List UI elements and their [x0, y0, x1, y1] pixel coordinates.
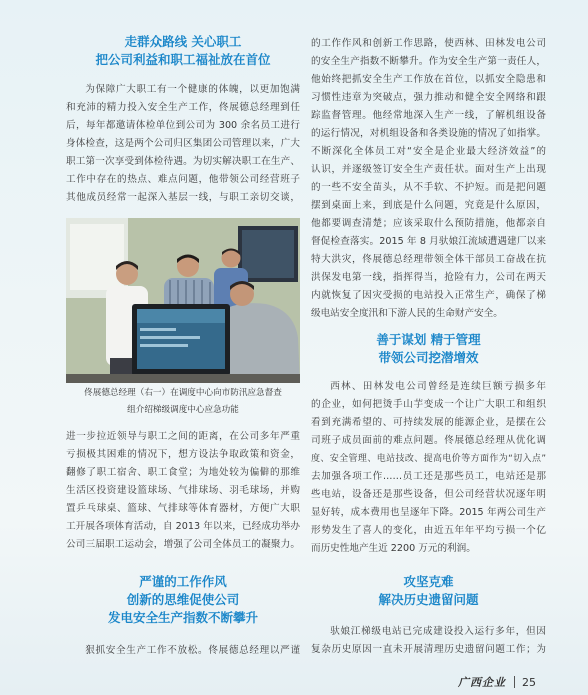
text-line: 复杂历史原因一直未开展清理历史遗留问题工作；为: [311, 644, 546, 655]
text-line: 司班子成员面前的难点问题。佟展德总经理从优化调: [311, 435, 546, 446]
heading-line: 创新的思维促使公司: [126, 592, 240, 607]
text-line: 翻修了职工宿舍、职工食堂；为地处较为偏僻的那维: [66, 467, 300, 478]
text-line: 的工作作风和创新工作思路，使西林、田林发电公司: [311, 38, 546, 49]
text-line: 的企业，如何把烫手山芋变成一个让广大职工和组织: [311, 399, 546, 410]
caption-line: 佟展德总经理（右一）在调度中心向市防汛应急督查: [84, 388, 282, 398]
heading-line: 严谨的工作作风: [139, 574, 227, 589]
footer-divider: [514, 676, 515, 688]
text-line: 职工第一次享受到体检待遇。为切实解决职工在生产、: [66, 156, 300, 167]
text-line: 显好转，成本费用也呈逐年下降。2015 年两公司生产: [311, 507, 546, 518]
text-line: 驮娘江梯级电站已完成建设投入运行多年，但因: [330, 626, 546, 637]
text-line: 级电站安全度汛和下游人民的生命财产安全。: [311, 308, 503, 319]
text-line: 亏损极其困难的情况下，想方设法争取政策和资金，: [66, 449, 300, 460]
text-line: 的运行情况，对机组设备和各类设施的情况了如指掌。: [311, 128, 546, 139]
text-line: 置乒乓球桌、篮球、气排球等体育器材，方便广大职: [66, 503, 300, 514]
photo-wall-display-screen: [242, 230, 294, 278]
section-heading-planning-management: [311, 331, 546, 367]
text-line: 生活区投资建设篮球场、气排球场、羽毛球场，并购: [66, 485, 300, 496]
caption-line: 组介绍梯级调度中心应急功能: [127, 405, 239, 415]
heading-line: 善于谋划 精于管理: [376, 332, 481, 347]
section-heading-care-for-staff: [66, 33, 300, 69]
text-line: 的一些不安全苗头，从不手软、不护短。而是把问题: [311, 182, 546, 193]
paragraph-legacy-issues: [311, 623, 546, 659]
text-line: 他都要调查清楚；应该采取什么预防措施，他都亲自: [311, 218, 546, 229]
photo-window-pane: [70, 224, 124, 290]
text-line: 习惯性违章为突破点，强力推动和健全安全网络和跟: [311, 92, 546, 103]
heading-line: 把公司利益和职工福祉放在首位: [95, 52, 271, 67]
page-number: 25: [522, 675, 536, 689]
text-line: 而历史性地产生近 2200 万元的利润。: [311, 543, 476, 554]
text-line: 洪保发电第一线，指挥得当，抢险有力，公司在两天: [311, 272, 546, 283]
paragraph-safety-continued: [311, 35, 546, 323]
section-heading-safety-index: [66, 573, 300, 627]
text-line: 特大洪灾，佟展德总经理带领全体干部员工奋战在抗: [311, 254, 546, 265]
text-line: 认识，并逐级签订安全生产责任状。面对生产上出现: [311, 164, 546, 175]
text-line: 不断深化全体员工对“安全是企业最大经济效益”的: [311, 146, 546, 157]
text-line: 督促检查落实。2015 年 8 月驮娘江流域遭遇建厂以来: [311, 236, 546, 247]
computer-monitor: [132, 304, 230, 376]
paragraph-sports-facilities: [66, 428, 300, 554]
text-line: 工作中存在的热点、难点问题，他带领公司经营班子: [66, 174, 300, 185]
text-line: 公司三届职工运动会，增强了公司全体员工的凝聚力。: [66, 539, 300, 550]
text-line: 看到充满希望的、可持续发展的能源企业，是摆在公: [311, 417, 546, 428]
dispatch-center-photo: [66, 218, 300, 383]
text-line: 和充沛的精力投入安全生产工作，佟展德总经理到任: [66, 102, 300, 113]
text-line: 形势发生了喜人的变化，由近五年年平均亏损一个亿: [311, 525, 546, 536]
text-line: 度、安全管理、电站技改、提高电价等方面作为“切入点”: [311, 454, 546, 464]
text-line: 进一步拉近领导与职工之间的距离，在公司多年严重: [66, 431, 300, 442]
text-line: 内就恢复了因灾受损的电站投入正常生产，确保了梯: [311, 290, 546, 301]
text-line: 去加强各项工作……员工还是那些员工，电站还是那: [311, 471, 546, 482]
photo-caption: [66, 385, 300, 419]
page-footer: [458, 673, 536, 691]
heading-line: 带领公司挖潜增效: [378, 350, 479, 365]
text-line: 的安全生产指数不断攀升。作为安全生产第一责任人，: [311, 56, 546, 67]
photo-desk: [66, 374, 300, 383]
text-line: 摆到桌面上来，到底是什么问题，究竟是什么原因，: [311, 200, 546, 211]
magazine-name: 广西企业: [458, 676, 506, 689]
paragraph-turnaround: [311, 378, 546, 558]
text-line: 踪监督管理。他经常地深入生产一线，了解机组设备: [311, 110, 546, 121]
heading-line: 攻坚克难: [403, 574, 454, 589]
paragraph-safety-start: [66, 642, 300, 660]
text-line: 身体检查，这是两个公司归区集团公司管理以来，广大: [66, 138, 300, 149]
heading-line: 发电安全生产指数不断攀升: [107, 610, 258, 625]
heading-line: 走群众路线 关心职工: [124, 34, 242, 49]
text-line: 他始终把抓安全生产工作放在首位，以抓安全隐患和: [311, 74, 546, 85]
text-line: 为保障广大职工有一个健康的体魄，以更加饱满: [85, 84, 300, 95]
text-line: 些电站，设备还是那些设备，但公司经营状况逐年明: [311, 489, 546, 500]
text-line: 其他成员经常一起深入基层一线，与职工亲切交谈，: [66, 192, 300, 203]
heading-line: 解决历史遗留问题: [378, 592, 479, 607]
text-line: 工开展各项体育活动，自 2013 年以来，已经成功举办: [66, 521, 300, 532]
text-line: 后，每年都邀请体检单位到公司为 300 余名员工进行: [66, 120, 300, 131]
text-line: 狠抓安全生产工作不放松。佟展德总经理以严谨: [85, 645, 300, 656]
text-line: 西林、田林发电公司曾经是连续巨额亏损多年: [330, 381, 546, 392]
section-heading-legacy-issues: [311, 573, 546, 609]
paragraph-health-checkup: [66, 81, 300, 207]
